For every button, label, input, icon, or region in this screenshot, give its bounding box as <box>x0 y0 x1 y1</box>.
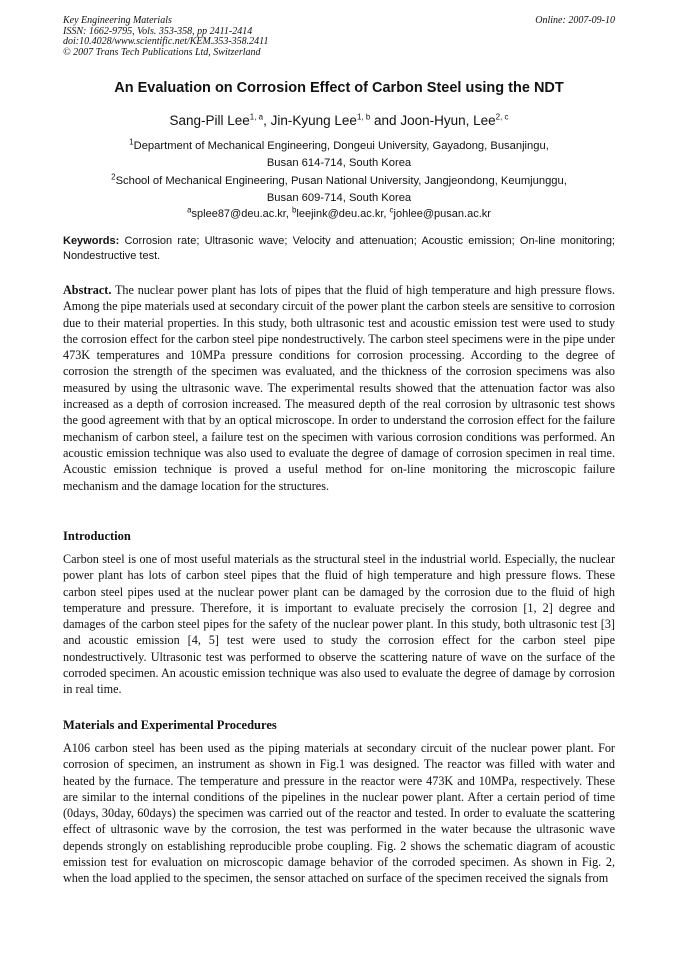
author-sup: 1, b <box>356 112 371 122</box>
introduction-text: Carbon steel is one of most useful materials as the structural steel in the industrial world. Especially, the nuclear power plant has lots of carbon steel pipes that the fluid of high temperature and high pressure flows. These carbon steel pipes used at the nuclear power plant can be damaged by the corrosion due to the fluid of high temperature and pressure. Therefore, it is important to evaluate precisely the corrosion [1, 2] degree and damages of the carbon steel pipes for the safety of the nuclear power plant. In this study, both ultrasonic test [3] and acoustic emission [4, 5] test were used to study the corrosion effect for the carbon steel pipe nondestructively. Ultrasonic test was performed to observe the scattering nature of wave on the surface of the corroded specimen. An acoustic emission technique was also used to evaluate the degree of damage by corrosion in real time. <box>63 552 615 697</box>
abstract-label: Abstract. <box>63 283 112 297</box>
affiliation-1: $^1$Department of Mechanical Engineering, Dongeui University, Gayadong, Busanjingu, Busan 614-714, South Korea <box>129 137 549 169</box>
email-a[interactable]: splee87@deu.ac.kr, <box>191 208 292 220</box>
paper-title: An Evaluation on Corrosion Effect of Carbon Steel using the NDT <box>114 80 564 96</box>
email-c[interactable]: johlee@pusan.ac.kr <box>393 208 491 220</box>
author-name: Jin-Kyung Lee <box>270 113 357 128</box>
materials-heading: Materials and Experimental Procedures <box>63 718 277 732</box>
email-b[interactable]: leejink@deu.ac.kr, <box>296 208 390 220</box>
author-emails: $^a$splee87@deu.ac.kr, $^b$leejink@deu.ac.kr, $^c$johlee@pusan.ac.kr <box>187 205 491 220</box>
online-date: Online: 2007-09-10 <box>535 15 615 26</box>
abstract <box>63 282 615 494</box>
keywords-label: Keywords: <box>63 235 120 247</box>
author-name: Sang-Pill Lee <box>169 113 250 128</box>
author-name: Joon-Hyun, Lee <box>400 113 496 128</box>
affiliation-2: $^2$School of Mechanical Engineering, Pusan National University, Jangjeondong, Keumjunggu, Busan 609-714, South Korea <box>111 172 567 204</box>
journal-doi: doi:10.4028/www.scientific.net/KEM.353-358.2411 <box>63 36 269 47</box>
materials-text: A106 carbon steel has been used as the piping materials at secondary circuit of the nuclear power plant. For corrosion of specimen, an instrument as shown in Fig.1 was designed. The reactor was filled with water and heated by the furnace. The temperature and pressure in the reactor were 473K and 10MPa, respectively. These are similar to the internal conditions of the pipelines in the nuclear power plant. After a certain period of time (0days, 30day, 60days) the specimen was carried out of the reactor and tested. In order to evaluate the scattering effect of ultrasonic wave by the corrosion, the test was performed in the water because the ultrasonic wave depends strongly on establishing reproducible probe coupling. Fig. 2 shows the schematic diagram of acoustic emission test for evaluation on microscopic damage behavior of the corroded specimen. As shown in Fig. 2, when the load applied to the specimen, the sensor attached on surface of the specimen received the signals from <box>63 741 615 886</box>
introduction-heading: Introduction <box>63 529 131 543</box>
abstract-text: The nuclear power plant has lots of pipes that the fluid of high temperature and high pressure flows. Among the pipe materials used at secondary circuit of the power plant the carbon steels are sensitive to corrosion due to their material properties. In this study, both ultrasonic test and acoustic emission test were used to study the corrosion effect for the carbon steel pipe nondestructively. The carbon steel specimens were in the pipe under 473K temperatures and 10MPa pressure conditions for corrosion processing. According to the degree of corrosion the strength of the specimen was evaluated, and the thickness of the corrosion specimens was also measured by using the ultrasonic wave. The experimental results showed that the attenuation factor was also increased as a depth of corrosion increased. The measured depth of the real corrosion by ultrasonic test shows the good agreement with that by an optical microscope. In order to understand the corrosion effect for the failure mechanism of carbon steel, a failure test on the specimen with various corrosion conditions was performed. An acoustic emission technique was also used to evaluate the degree of damage of corrosion specimen in real time. Acoustic emission technique is proved a useful method for on-line monitoring the microscopic failure mechanism and the damage location for the structures. <box>63 283 615 493</box>
journal-issn: ISSN: 1662-9795, Vols. 353-358, pp 2411-2414 <box>63 25 253 37</box>
journal-header <box>63 16 615 58</box>
keywords <box>63 234 615 263</box>
author-list: Sang-Pill Lee$^{1, a}$, Jin-Kyung Lee$^{1, b}$ and Joon-Hyun, Lee$^{2, c}$ <box>169 112 509 128</box>
journal-name: Key Engineering Materials <box>63 15 172 26</box>
journal-copyright: © 2007 Trans Tech Publications Ltd, Switzerland <box>63 46 261 58</box>
author-sup: 1, a <box>249 112 264 122</box>
keywords-text: Corrosion rate; Ultrasonic wave; Velocity and attenuation; Acoustic emission; On-line monitoring; Nondestructive test. <box>63 235 615 262</box>
author-sup: 2, c <box>495 112 509 122</box>
